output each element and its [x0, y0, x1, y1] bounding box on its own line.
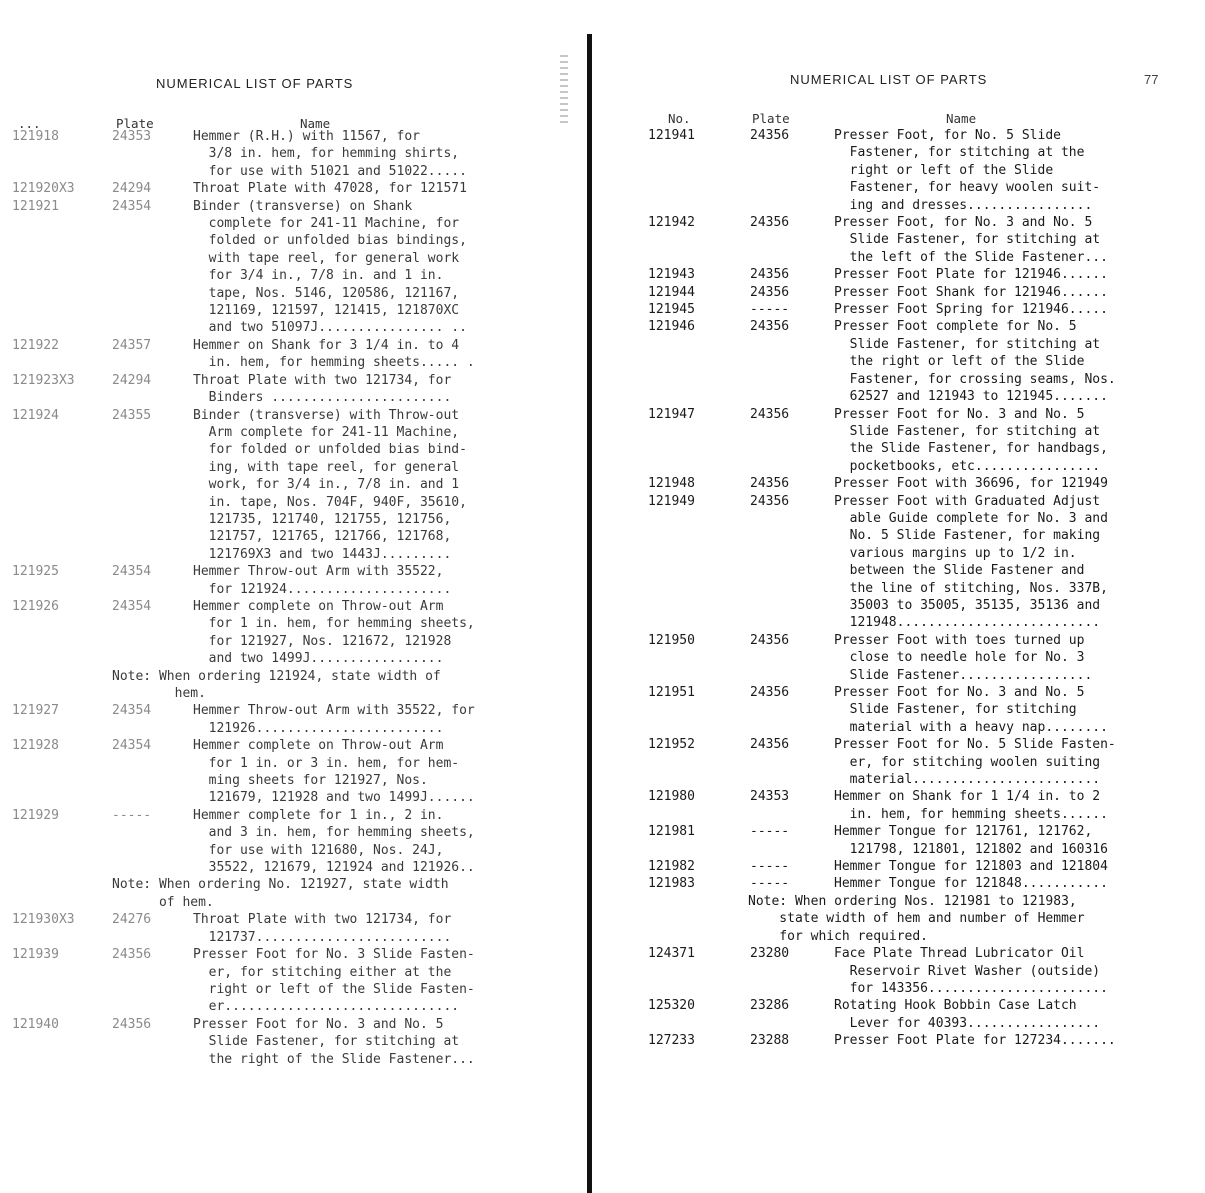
right-col-head-no: No.: [668, 111, 691, 126]
part-number: 121927: [12, 703, 59, 719]
table-row: [648, 788, 1205, 823]
table-row: [648, 214, 1205, 266]
part-number: 121946: [648, 319, 695, 335]
part-number: 121982: [648, 859, 695, 875]
plate-number: 24356: [750, 685, 790, 700]
part-number: 121952: [648, 737, 695, 753]
page-number: 77: [1144, 72, 1159, 87]
plate-number: 24294: [112, 181, 152, 197]
part-description: Presser Foot, for No. 5 Slide Fastener, for stitching at the right or left of the Slide Fastener, for heavy woolen suit- ing and dresses................: [834, 128, 1101, 213]
part-number: 121918: [12, 129, 59, 144]
table-row: [648, 823, 1205, 858]
right-col-head-plate: Plate: [752, 111, 790, 126]
table-row: [648, 736, 1205, 788]
table-row: [12, 946, 572, 1016]
part-description: Hemmer complete for 1 in., 2 in. and 3 in. hem, for hemming sheets, for use with 121680, Nos. 24J, 35522, 121679, 121924 and 121926..: [193, 807, 475, 876]
table-row: [648, 875, 1205, 892]
plate-number: 23280: [750, 946, 790, 962]
part-number: 121928: [12, 738, 59, 754]
table-row: [12, 180, 572, 197]
part-number: 121948: [648, 476, 695, 492]
right-page-title: NUMERICAL LIST OF PARTS: [790, 72, 988, 87]
note-row: [12, 668, 572, 703]
part-number: 121947: [648, 406, 695, 422]
part-number: 121922: [12, 337, 59, 353]
table-row: [648, 284, 1205, 301]
plate-number: -----: [750, 859, 790, 875]
plate-number: 24356: [750, 493, 790, 509]
plate-number: -----: [750, 876, 790, 892]
plate-number: 24356: [750, 476, 790, 492]
part-description: Presser Foot for No. 3 and No. 5 Slide Fastener, for stitching at the right of the Slide Fastener...: [193, 1016, 475, 1067]
left-page-title: NUMERICAL LIST OF PARTS: [156, 76, 354, 91]
plate-number: 24354: [112, 564, 152, 580]
part-description: Presser Foot with toes turned up close to needle hole for No. 3 Slide Fastener.................: [834, 632, 1093, 683]
right-page: [596, 0, 1205, 1193]
part-number: 121945: [648, 302, 695, 318]
part-description: Throat Plate with two 121734, for Binders .......................: [193, 372, 452, 406]
left-col-head-no: ...: [18, 116, 41, 131]
right-col-head-name: Name: [946, 111, 977, 126]
table-row: [648, 318, 1205, 405]
part-description: Presser Foot Shank for 121946......: [834, 284, 1108, 300]
plate-number: 23286: [750, 998, 790, 1014]
note-text: Note: When ordering Nos. 121981 to 121983, state width of hem and number of Hemmer for which required.: [748, 893, 1085, 944]
part-description: Hemmer on Shank for 3 1/4 in. to 4 in. hem, for hemming sheets..... .: [193, 337, 475, 371]
part-number: 121942: [648, 215, 695, 231]
part-number: 121923X3: [12, 372, 75, 388]
plate-number: 24355: [112, 407, 152, 423]
part-description: Throat Plate with 47028, for 121571: [193, 181, 467, 197]
part-description: Presser Foot, for No. 3 and No. 5 Slide Fastener, for stitching at the left of the Slide Fastener...: [834, 215, 1108, 265]
plate-number: 24353: [750, 789, 790, 805]
part-number: 121921: [12, 198, 59, 214]
part-number: 121939: [12, 947, 59, 963]
plate-number: 24354: [112, 198, 152, 214]
part-number: 121981: [648, 824, 695, 840]
left-col-head-plate: Plate: [116, 116, 154, 131]
part-number: 121924: [12, 407, 59, 423]
table-row: [12, 737, 572, 807]
table-row: [648, 684, 1205, 736]
part-description: Presser Foot for No. 3 and No. 5 Slide Fastener, for stitching material with a heavy nap........: [834, 685, 1108, 735]
note-row: [12, 876, 572, 911]
table-row: [12, 198, 572, 337]
table-row: [12, 911, 572, 946]
plate-number: 24354: [112, 598, 152, 614]
plate-number: 24353: [112, 129, 152, 144]
part-description: Presser Foot Spring for 121946.....: [834, 302, 1108, 318]
plate-number: 24356: [112, 1016, 152, 1032]
part-description: Hemmer complete on Throw-out Arm for 1 in. hem, for hemming sheets, for 121927, Nos. 121672, 121928 and two 1499J.................: [193, 598, 475, 667]
part-number: 121920X3: [12, 181, 75, 197]
plate-number: 24356: [750, 128, 790, 143]
left-col-head-name: Name: [300, 116, 331, 131]
table-row: [648, 475, 1205, 492]
table-row: [648, 997, 1205, 1032]
part-number: 124371: [648, 946, 695, 962]
part-number: 121940: [12, 1016, 59, 1032]
plate-number: 23288: [750, 1033, 790, 1049]
book-spine: [587, 34, 592, 1193]
part-number: 121950: [648, 632, 695, 648]
table-row: [12, 563, 572, 598]
table-row: [648, 1032, 1205, 1049]
table-row: [648, 632, 1205, 684]
part-number: 121925: [12, 564, 59, 580]
part-number: 121930X3: [12, 912, 75, 928]
part-description: Hemmer Tongue for 121848...........: [834, 876, 1108, 892]
part-description: Hemmer on Shank for 1 1/4 in. to 2 in. hem, for hemming sheets......: [834, 789, 1108, 822]
table-row: [12, 807, 572, 877]
table-row: [12, 407, 572, 564]
plate-number: -----: [112, 807, 152, 823]
plate-number: 24356: [112, 947, 152, 963]
left-parts-list: [12, 128, 572, 1068]
plate-number: 24354: [112, 738, 152, 754]
plate-number: 24356: [750, 319, 790, 335]
table-row: [12, 372, 572, 407]
part-number: 121944: [648, 284, 695, 300]
plate-number: 24357: [112, 337, 152, 353]
part-description: Presser Foot with 36696, for 121949: [834, 476, 1108, 492]
part-description: Hemmer Throw-out Arm with 35522, for 121924.....................: [193, 564, 452, 597]
part-description: Binder (transverse) on Shank complete for 241-11 Machine, for folded or unfolded bias bindings, with tape reel, for general work for 3/4 in., 7/8 in. and 1 in. tape, Nos. 5146, 120586, 121167, 121169, 121597, 121415, 121870XC and two 51097J................ ..: [193, 198, 467, 336]
table-row: [648, 493, 1205, 632]
part-number: 121980: [648, 789, 695, 805]
table-row: [648, 266, 1205, 283]
table-row: [648, 127, 1205, 214]
part-description: Presser Foot for No. 5 Slide Fasten- er, for stitching woolen suiting material........................: [834, 737, 1116, 788]
part-description: Throat Plate with two 121734, for 121737.........................: [193, 912, 452, 945]
part-number: 121943: [648, 267, 695, 283]
part-description: Presser Foot for No. 3 Slide Fasten- er, for stitching either at the right or left of the Slide Fasten- er..............................: [193, 947, 475, 1015]
right-parts-list: [648, 127, 1205, 1050]
plate-number: 24356: [750, 406, 790, 422]
table-row: [648, 406, 1205, 476]
table-row: [12, 702, 572, 737]
table-row: [12, 337, 572, 372]
plate-number: 24356: [750, 284, 790, 300]
part-description: Hemmer complete on Throw-out Arm for 1 in. or 3 in. hem, for hem- ming sheets for 121927, Nos. 121679, 121928 and two 1499J......: [193, 738, 475, 806]
table-row: [12, 1016, 572, 1068]
plate-number: 24354: [112, 703, 152, 719]
part-description: Rotating Hook Bobbin Case Latch Lever for 40393.................: [834, 998, 1101, 1031]
plate-number: 24356: [750, 267, 790, 283]
plate-number: 24356: [750, 737, 790, 753]
part-number: 127233: [648, 1033, 695, 1049]
plate-number: 24294: [112, 372, 152, 388]
plate-number: -----: [750, 302, 790, 318]
part-description: Presser Foot with Graduated Adjust able Guide complete for No. 3 and No. 5 Slide Fastener, for making various margins up to 1/2 in. between the Slide Fastener and the line of stitching, Nos. 337B, 35003 to 35005, 35135, 35136 and 121948..........................: [834, 493, 1108, 631]
part-description: Hemmer Tongue for 121761, 121762, 121798, 121801, 121802 and 160316: [834, 824, 1108, 857]
part-description: Hemmer (R.H.) with 11567, for 3/8 in. hem, for hemming shirts, for use with 51021 and 51022.....: [193, 129, 467, 179]
table-row: [12, 128, 572, 180]
table-row: [648, 858, 1205, 875]
part-number: 121929: [12, 807, 59, 823]
plate-number: 24356: [750, 632, 790, 648]
part-description: Binder (transverse) with Throw-out Arm complete for 241-11 Machine, for folded or unfolded bias bind- ing, with tape reel, for general work, for 3/4 in., 7/8 in. and 1 in. tape, Nos. 704F, 940F, 35610, 121735, 121740, 121755, 121756, 121757, 121765, 121766, 121768, 121769X3 and two 1443J.........: [193, 407, 467, 562]
left-page: [0, 0, 585, 1193]
part-number: 121951: [648, 685, 695, 700]
note-row: [648, 893, 1205, 945]
part-number: 121941: [648, 128, 695, 143]
part-number: 125320: [648, 998, 695, 1014]
part-description: Presser Foot complete for No. 5 Slide Fastener, for stitching at the right or left of the Slide Fastener, for crossing seams, Nos. 62527 and 121943 to 121945.......: [834, 319, 1116, 405]
part-description: Presser Foot for No. 3 and No. 5 Slide Fastener, for stitching at the Slide Fastener, for handbags, pocketbooks, etc................: [834, 406, 1108, 474]
table-row: [12, 598, 572, 668]
note-text: Note: When ordering 121924, state width of hem.: [112, 668, 441, 701]
part-description: Hemmer Tongue for 121803 and 121804: [834, 859, 1108, 875]
part-description: Face Plate Thread Lubricator Oil Reservoir Rivet Washer (outside) for 143356.......................: [834, 946, 1108, 996]
plate-number: 24356: [750, 215, 790, 231]
note-text: Note: When ordering No. 121927, state width of hem.: [112, 877, 449, 910]
part-number: 121949: [648, 493, 695, 509]
part-number: 121926: [12, 598, 59, 614]
table-row: [648, 945, 1205, 997]
table-row: [648, 301, 1205, 318]
part-description: Presser Foot Plate for 127234.......: [834, 1033, 1116, 1049]
part-description: Presser Foot Plate for 121946......: [834, 267, 1108, 283]
plate-number: -----: [750, 824, 790, 840]
part-number: 121983: [648, 876, 695, 892]
part-description: Hemmer Throw-out Arm with 35522, for 121926........................: [193, 703, 475, 736]
plate-number: 24276: [112, 912, 152, 928]
